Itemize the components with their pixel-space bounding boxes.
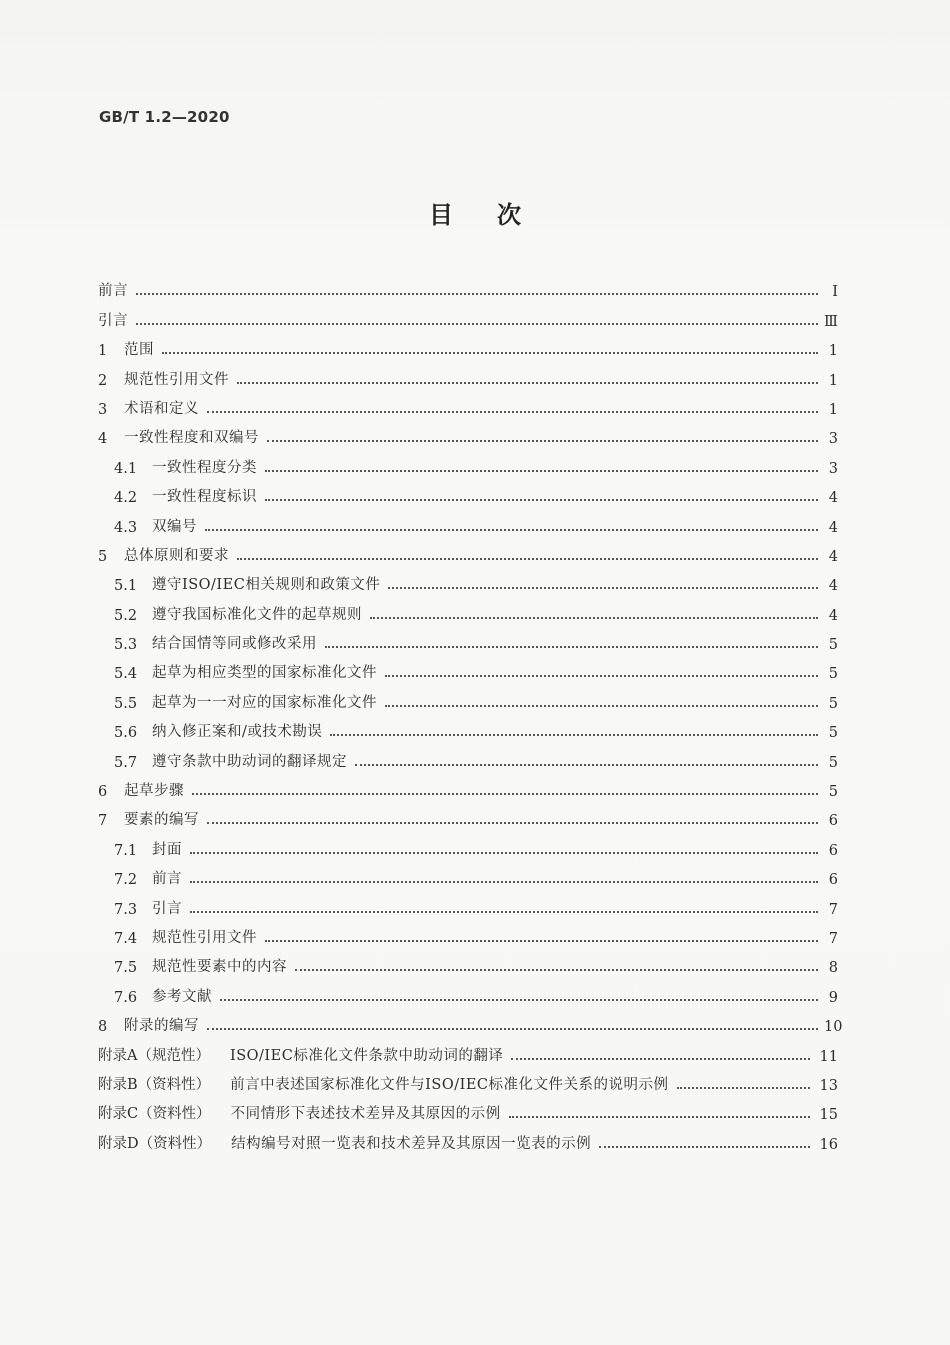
toc-entry[interactable] [98, 359, 838, 388]
annex-label: 附录B（资料性） [98, 1076, 211, 1093]
toc-title: 一致性程度标识 [152, 489, 257, 506]
dot-leader [509, 1115, 810, 1118]
toc-title: 规范性要素中的内容 [152, 959, 287, 976]
toc-page: 1 [828, 343, 838, 360]
toc-title: 遵守我国标准化文件的起草规则 [152, 606, 362, 623]
page-title: 目次 [429, 201, 565, 229]
dot-leader [385, 704, 818, 707]
toc-subentry[interactable] [98, 447, 838, 476]
toc-page: Ⅲ [824, 313, 838, 330]
toc-number: 2 [98, 372, 108, 389]
dot-leader [136, 292, 818, 295]
toc-title: 封面 [152, 841, 182, 858]
toc-page: 6 [828, 813, 838, 830]
dot-leader [207, 1027, 818, 1030]
standard-code: GB/T 1.2—2020 [99, 108, 230, 126]
toc-annex-entry[interactable] [98, 1123, 838, 1152]
toc-title: 要素的编写 [124, 812, 199, 829]
toc-number: 4.1 [114, 460, 138, 477]
dot-leader [162, 351, 818, 354]
toc-title: 不同情形下表述技术差异及其原因的示例 [230, 1106, 501, 1123]
toc-subentry[interactable] [98, 477, 838, 506]
toc-number: 7.5 [114, 960, 138, 977]
toc-entry[interactable] [98, 271, 838, 300]
toc-title: 附录的编写 [124, 1018, 199, 1035]
toc-entry[interactable] [98, 418, 838, 447]
dot-leader [207, 821, 818, 824]
dot-leader [388, 586, 818, 589]
annex-label: 附录A（规范性） [98, 1047, 210, 1064]
toc-title: 前言 [98, 283, 128, 300]
dot-leader [220, 998, 818, 1001]
toc-page: 1 [828, 401, 838, 418]
toc-page: 10 [824, 1019, 843, 1036]
toc-title: 前言 [152, 871, 182, 888]
toc-title: 规范性引用文件 [152, 929, 257, 946]
toc-subentry[interactable] [98, 976, 838, 1005]
toc-page: 5 [828, 725, 838, 742]
toc-number: 7.6 [114, 989, 138, 1006]
toc-annex-entry[interactable] [98, 1065, 838, 1094]
toc-number: 5.4 [114, 666, 138, 683]
toc-entry[interactable] [98, 1006, 843, 1036]
toc-title: 一致性程度和双编号 [124, 430, 259, 447]
toc-number: 5.7 [114, 754, 138, 771]
annex-label: 附录D（资料性） [98, 1135, 212, 1152]
toc-title: 遵守条款中助动词的翻译规定 [152, 753, 347, 770]
toc-page: 1 [828, 372, 838, 389]
annex-label: 附录C（资料性） [98, 1106, 211, 1123]
toc-subentry[interactable] [98, 829, 838, 858]
dot-leader [355, 763, 818, 766]
toc-page: 3 [828, 460, 838, 477]
toc-subentry[interactable] [98, 653, 838, 682]
toc-annex-entry[interactable] [98, 1094, 838, 1123]
toc-title: 双编号 [152, 518, 197, 535]
toc-number: 7.3 [114, 901, 138, 918]
toc-entry[interactable] [98, 536, 838, 565]
toc-page: 8 [828, 960, 838, 977]
toc-page: 4 [828, 578, 838, 595]
dot-leader [237, 381, 818, 384]
toc-page: 4 [828, 519, 838, 536]
toc-title: 引言 [152, 900, 182, 917]
toc-number: 5.3 [114, 637, 138, 654]
toc-subentry[interactable] [98, 624, 838, 653]
toc-title: 范围 [124, 342, 154, 359]
dot-leader [599, 1145, 810, 1148]
toc-subentry[interactable] [98, 506, 838, 535]
toc-entry[interactable] [98, 389, 838, 418]
dot-leader [265, 939, 818, 942]
toc-number: 7 [98, 813, 108, 830]
dot-leader [192, 792, 818, 795]
toc-number: 3 [98, 401, 108, 418]
toc-subentry[interactable] [98, 682, 838, 711]
toc-number: 7.2 [114, 872, 138, 889]
toc-title: 前言中表述国家标准化文件与ISO/IEC标准化文件关系的说明示例 [230, 1076, 669, 1093]
toc-page: 16 [819, 1136, 838, 1153]
dot-leader [207, 410, 818, 413]
toc-number: 1 [98, 343, 108, 360]
toc-page: 3 [828, 431, 838, 448]
dot-leader [325, 645, 818, 648]
dot-leader [370, 616, 818, 619]
dot-leader [205, 528, 818, 531]
toc-page: 11 [819, 1048, 838, 1065]
dot-leader [136, 322, 818, 325]
toc-page: 7 [828, 930, 838, 947]
toc-title: 纳入修正案和/或技术勘误 [152, 724, 323, 741]
toc-page: 5 [828, 637, 838, 654]
toc-number: 8 [98, 1019, 108, 1036]
toc-title: 结合国情等同或修改采用 [152, 636, 317, 653]
toc-title: 起草步骤 [124, 783, 184, 800]
toc-page: 9 [828, 989, 838, 1006]
toc-entry[interactable] [98, 771, 838, 800]
toc-page: 5 [828, 666, 838, 683]
dot-leader [677, 1086, 811, 1089]
toc-subentry[interactable] [98, 741, 838, 770]
toc-title: 起草为相应类型的国家标准化文件 [152, 665, 377, 682]
toc-number: 7.4 [114, 930, 138, 947]
dot-leader [190, 880, 818, 883]
toc-title: 遵守ISO/IEC相关规则和政策文件 [152, 577, 381, 594]
toc-subentry[interactable] [98, 859, 838, 888]
toc-number: 7.1 [114, 842, 138, 859]
toc-title: 一致性程度分类 [152, 459, 257, 476]
toc-page: 5 [828, 695, 838, 712]
toc-title: 总体原则和要求 [124, 547, 229, 564]
toc-subentry[interactable] [98, 918, 838, 947]
toc-number: 5.2 [114, 607, 138, 624]
toc-title: 起草为一一对应的国家标准化文件 [152, 694, 377, 711]
dot-leader [330, 733, 818, 736]
toc-number: 4 [98, 431, 108, 448]
toc-subentry[interactable] [98, 594, 838, 623]
toc-title: 参考文献 [152, 988, 212, 1005]
toc-subentry[interactable] [98, 888, 838, 917]
toc-entry[interactable] [98, 330, 838, 359]
toc-page: 4 [828, 490, 838, 507]
toc-number: 5.6 [114, 725, 138, 742]
toc-page: 4 [828, 548, 838, 565]
dot-leader [511, 1057, 810, 1060]
dot-leader [295, 968, 818, 971]
dot-leader [190, 851, 818, 854]
toc-number: 5 [98, 548, 108, 565]
toc-subentry[interactable] [98, 947, 838, 976]
toc-title: ISO/IEC标准化文件条款中助动词的翻译 [229, 1047, 504, 1064]
toc-entry[interactable] [98, 800, 838, 829]
toc-subentry[interactable] [98, 565, 838, 594]
dot-leader [385, 674, 818, 677]
dot-leader [265, 498, 818, 501]
toc-page: 6 [828, 842, 838, 859]
table-of-contents [98, 271, 843, 1153]
toc-title: 术语和定义 [124, 400, 199, 417]
toc-number: 5.5 [114, 695, 138, 712]
dot-leader [267, 439, 818, 442]
toc-page: 7 [828, 901, 838, 918]
toc-number: 4.3 [114, 519, 138, 536]
toc-page: 5 [828, 784, 838, 801]
toc-page: 5 [828, 754, 838, 771]
dot-leader [265, 469, 818, 472]
toc-title: 规范性引用文件 [124, 371, 229, 388]
toc-annex-entry[interactable] [98, 1035, 838, 1064]
toc-entry[interactable] [98, 300, 838, 329]
toc-subentry[interactable] [98, 712, 838, 741]
toc-page: Ⅰ [832, 284, 838, 301]
toc-title: 结构编号对照一览表和技术差异及其原因一览表的示例 [231, 1135, 592, 1152]
toc-title: 引言 [98, 312, 128, 329]
dot-leader [237, 557, 818, 560]
toc-page: 4 [828, 607, 838, 624]
toc-page: 15 [819, 1107, 838, 1124]
toc-number: 4.2 [114, 490, 138, 507]
toc-number: 5.1 [114, 578, 138, 595]
toc-page: 6 [828, 872, 838, 889]
toc-page: 13 [819, 1077, 838, 1094]
dot-leader [190, 910, 818, 913]
toc-number: 6 [98, 784, 108, 801]
